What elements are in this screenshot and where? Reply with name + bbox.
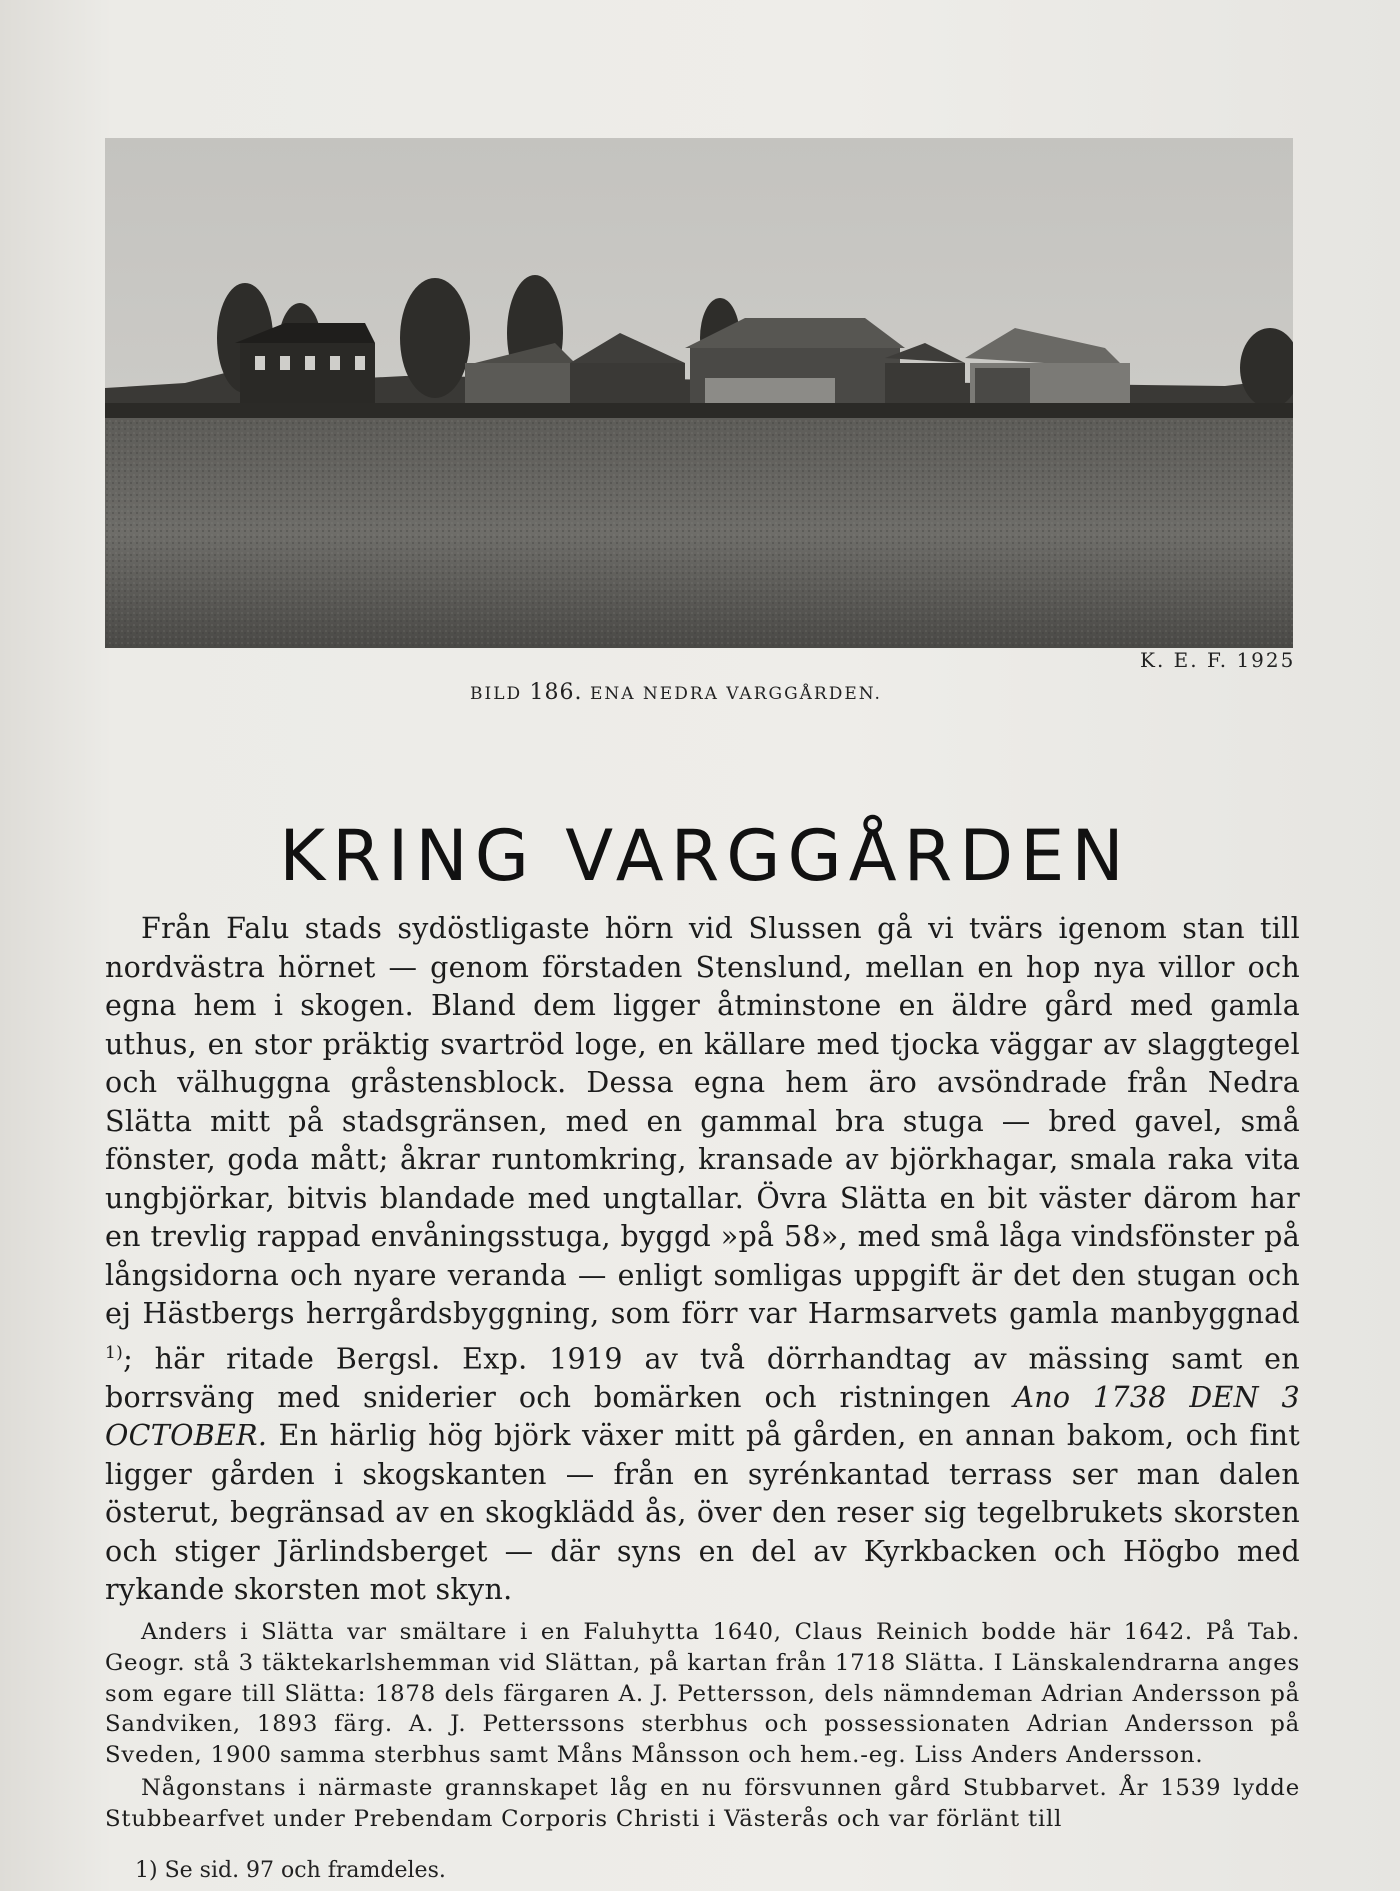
body-text-part-3: En härlig hög björk växer mitt på gården, en annan bakom, och fint ligger gården i skogskanten — från en syrénkantad terrass ser man dalen österut, begränsad av en skogklädd ås, över den reser sig tegelbrukets skorsten och stiger Järlindsberget — där syns en del av Kyrkbacken och Högbo med rykande skorsten mot skyn. xyxy=(105,1419,1300,1606)
chapter-title: KRING VARGGÅRDEN xyxy=(279,814,1131,897)
caption-text: ENA NEDRA VARGGÅRDEN. xyxy=(589,684,882,704)
body-text xyxy=(105,910,1300,1610)
caption-number: 186. xyxy=(529,680,583,705)
inscription-text: Ano 1738 DEN 3 OCTOBER. xyxy=(105,1380,1300,1452)
note-paragraph-2: Någonstans i närmaste grannskapet låg en nu försvunnen gård Stubbarvet. År 1539 lydde Stubbearfvet under Prebendam Corporis Christi i Västerås och var förlänt till xyxy=(105,1774,1300,1832)
body-paragraph xyxy=(105,910,1300,1610)
body-text-part-1: Från Falu stads sydöstligaste hörn vid Slussen gå vi tvärs igenom stan till nordvästra hörnet — genom förstaden Stenslund, mellan en hop nya villor och egna hem i skogen. Bland dem ligger åtminstone en äldre gård med gamla uthus, en stor präktig svartröd loge, en källare med tjocka väggar av slaggtegel och välhuggna gråstensblock. Dessa egna hem äro avsöndrade från Nedra Slätta mitt på stadsgränsen, med en gammal bra stuga — bred gavel, små fönster, goda mått; åkrar runtomkring, kransade av björkhagar, smala raka vita ungbjörkar, bitvis blandade med ungtallar. Övra Slätta en bit väster därom har en trevlig rappad envåningsstuga, byggd »på 58», med små låga vindsfönster på långsidorna och nyare veranda — enligt somligas uppgift är det den stugan och ej Hästbergs herrgårdsbyggning, som förr var Harmsarvets gamla manbyggnad xyxy=(105,912,1300,1330)
photo-credit: K. E. F. 1925 xyxy=(1140,648,1296,672)
footnote-reference: 1) xyxy=(105,1342,124,1363)
note-paragraph-1: Anders i Slätta var smältare i en Faluhytta 1640, Claus Reinich bodde här 1642. På Tab. Geogr. stå 3 täktekarlshemman vid Slättan, på kartan från 1718 Slätta. I Länskalendrarna anges som egare till Slätta: 1878 dels färgaren A. J. Pettersson, dels nämndeman Adrian Andersson på Sandviken, 1893 färg. A. J. Petterssons sterbhus och possessionaten Adrian Andersson på Sveden, 1900 samma sterbhus samt Måns Månsson och hem.-eg. Liss Anders Andersson. xyxy=(105,1619,1300,1769)
footnote: 1) Se sid. 97 och framdeles. xyxy=(135,1858,446,1883)
farm-scene-illustration xyxy=(105,138,1293,648)
body-text-part-2: ; här ritade Bergsl. Exp. 1919 av två dörrhandtag av mässing samt en borrsväng med sniderier och bomärken och ristningen xyxy=(105,1342,1300,1414)
farm-photograph xyxy=(105,138,1293,648)
small-print-notes xyxy=(105,1617,1300,1837)
caption-prefix: BILD xyxy=(470,684,523,704)
photo-caption xyxy=(470,680,882,705)
